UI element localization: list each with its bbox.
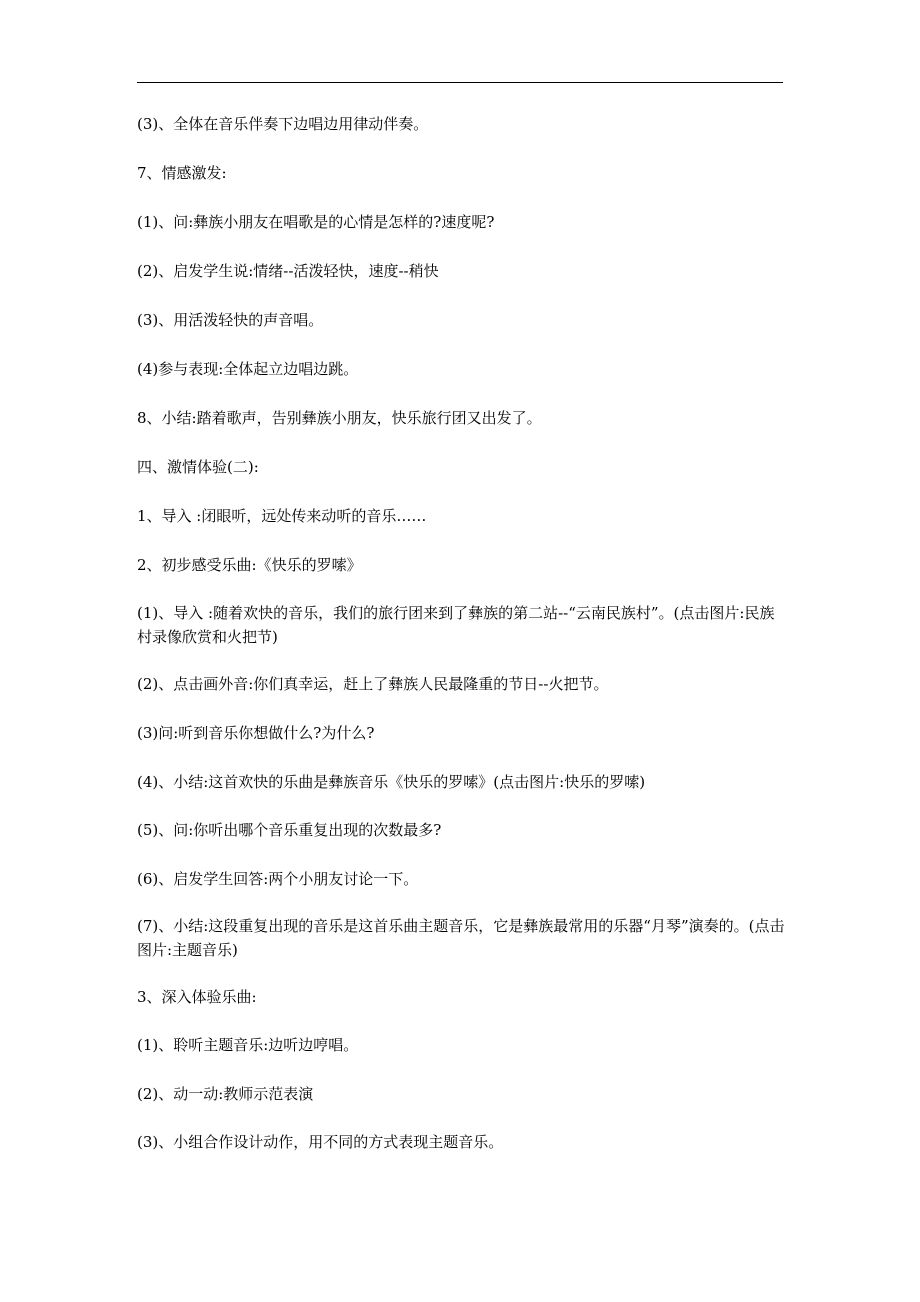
paragraph-9: 1、导入 :闭眼听，远处传来动听的音乐…… [137,507,427,525]
paragraph-1: (3)、全体在音乐伴奏下边唱边用律动伴奏。 [137,115,429,133]
paragraph-3: (1)、问:彝族小朋友在唱歌是的心情是怎样的?速度呢? [137,213,495,231]
header-rule [137,82,783,83]
paragraph-21: (3)、小组合作设计动作，用不同的方式表现主题音乐。 [137,1133,504,1151]
paragraph-2: 7、情感激发: [137,164,227,182]
paragraph-15: (5)、问:你听出哪个音乐重复出现的次数最多? [137,821,442,839]
paragraph-10: 2、初步感受乐曲:《快乐的罗嗦》 [137,556,362,574]
paragraph-5: (3)、用活泼轻快的声音唱。 [137,311,324,329]
paragraph-11: (1)、导入 :随着欢快的音乐，我们的旅行团来到了彝族的第二站--“云南民族村”。(点击图片:民族村录像欣赏和火把节) [137,604,775,646]
paragraph-6: (4)参与表现:全体起立边唱边跳。 [137,360,359,378]
paragraph-16: (6)、启发学生回答:两个小朋友讨论一下。 [137,870,419,888]
paragraph-7: 8、小结:踏着歌声，告别彝族小朋友，快乐旅行团又出发了。 [137,409,542,427]
paragraph-20: (2)、动一动:教师示范表演 [137,1085,314,1103]
paragraph-12: (2)、点击画外音:你们真幸运，赶上了彝族人民最隆重的节日--火把节。 [137,675,609,693]
paragraph-18: 3、深入体验乐曲: [137,988,257,1006]
paragraph-19: (1)、聆听主题音乐:边听边哼唱。 [137,1036,359,1054]
paragraph-17: (7)、小结:这段重复出现的音乐是这首乐曲主题音乐，它是彝族最常用的乐器“月琴”演奏的。(点击图片:主题音乐) [137,917,785,959]
paragraph-13: (3)问:听到音乐你想做什么?为什么? [137,724,375,742]
paragraph-8: 四、激情体验(二): [137,458,259,476]
paragraph-4: (2)、启发学生说:情绪--活泼轻快，速度--稍快 [137,262,439,280]
paragraph-14: (4)、小结:这首欢快的乐曲是彝族音乐《快乐的罗嗦》(点击图片:快乐的罗嗦) [137,773,646,791]
